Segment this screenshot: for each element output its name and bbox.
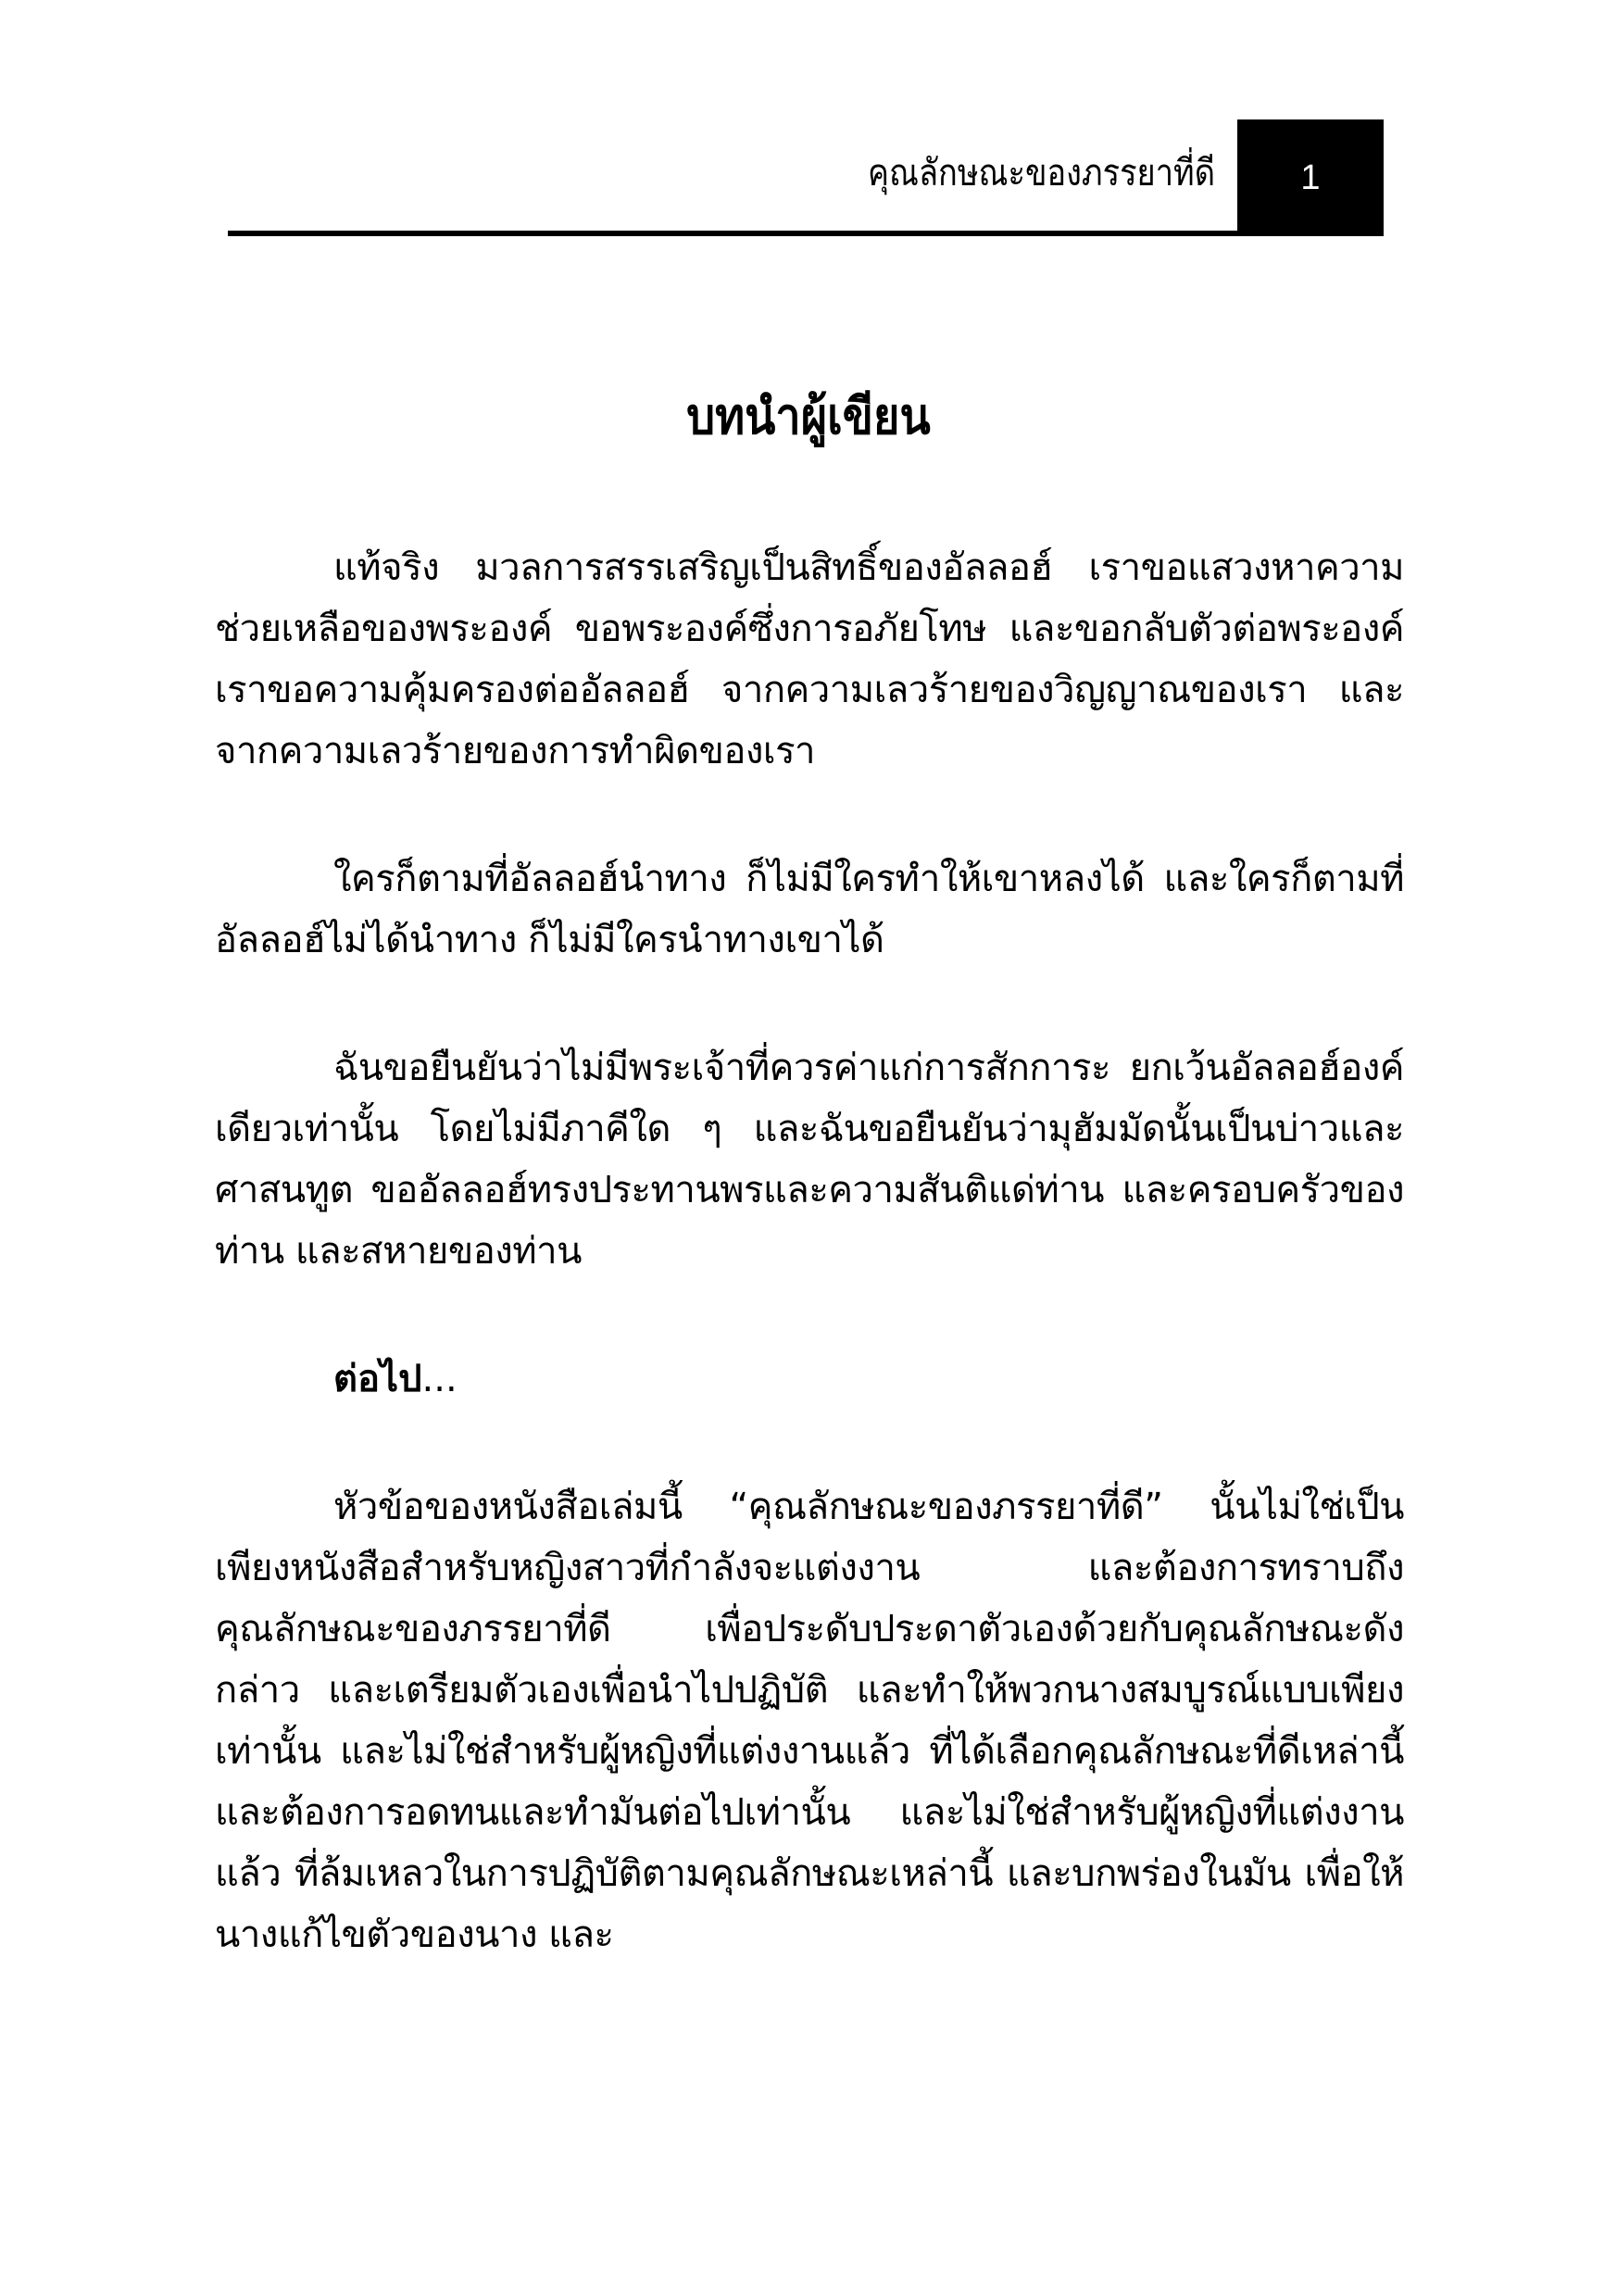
subheading [215, 1349, 1404, 1410]
running-title: คุณลักษณะของภรรยาที่ดี [867, 152, 1215, 194]
paragraph-book-topic: หัวข้อของหนังสือเล่มนี้ “คุณลักษณะของภรรยาที่ดี” นั้นไม่ใช่เป็นเพียงหนังสือสำหรับหญิงสาวที่กำลังจะแต่งงาน และต้องการทราบถึงคุณลักษณะของภรรยาที่ดี เพื่อประดับประดาตัวเองด้วยกับคุณลักษณะดังกล่าว และเตรียมตัวเองเพื่อนำไปปฏิบัติ และทำให้พวกนางสมบูรณ์แบบเพียงเท่านั้น และไม่ใช่สำหรับผู้หญิงที่แต่งงานแล้ว ที่ได้เลือกคุณลักษณะที่ดีเหล่านี้ และต้องการอดทนและทำมันต่อไปเท่านั้น และไม่ใช่สำหรับผู้หญิงที่แต่งงานแล้ว ที่ล้มเหลวในการปฏิบัติตามคุณลักษณะเหล่านี้ และบกพร่องในมัน เพื่อให้นางแก้ไขตัวของนาง และ [215, 1486, 1404, 1956]
paragraph-guidance: ใครก็ตามที่อัลลอฮ์นำทาง ก็ไม่มีใครทำให้เขาหลงได้ และใครก็ตามที่อัลลอฮ์ไม่ได้นำทาง ก็ไม่มีใครนำทางเขาได้ [215, 858, 1404, 961]
paragraph-gap [215, 1410, 1404, 1476]
paragraph-gap [215, 971, 1404, 1037]
chapter-title: บทนำผู้เขียน [686, 387, 931, 445]
page-number-box [1237, 119, 1384, 236]
page-number: 1 [1300, 157, 1321, 197]
paragraph-gap [215, 1282, 1404, 1349]
subheading-ellipsis: ... [421, 1358, 458, 1400]
subheading-text: ต่อไป [333, 1358, 422, 1400]
body-text [215, 537, 1404, 1965]
running-header [228, 119, 1384, 236]
paragraph-gap [215, 782, 1404, 848]
paragraph-praise: แท้จริง มวลการสรรเสริญเป็นสิทธิ์ของอัลลอฮ์ เราขอแสวงหาความช่วยเหลือของพระองค์ ขอพระองค์ซึ่งการอภัยโทษ และขอกลับตัวต่อพระองค์ เราขอความคุ้มครองต่ออัลลอฮ์ จากความเลวร้ายของวิญญาณของเรา และจากความเลวร้ายของการทำผิดของเรา [215, 546, 1404, 772]
paragraph-testimony: ฉันขอยืนยันว่าไม่มีพระเจ้าที่ควรค่าแก่การสักการะ ยกเว้นอัลลอฮ์องค์เดียวเท่านั้น โดยไม่มีภาคีใด ๆ และฉันขอยืนยันว่ามุฮัมมัดนั้นเป็นบ่าวและศาสนทูต ขออัลลอฮ์ทรงประทานพรและความสันติแด่ท่าน และครอบครัวของท่าน และสหายของท่าน [215, 1047, 1404, 1273]
header-rule [228, 231, 1384, 236]
